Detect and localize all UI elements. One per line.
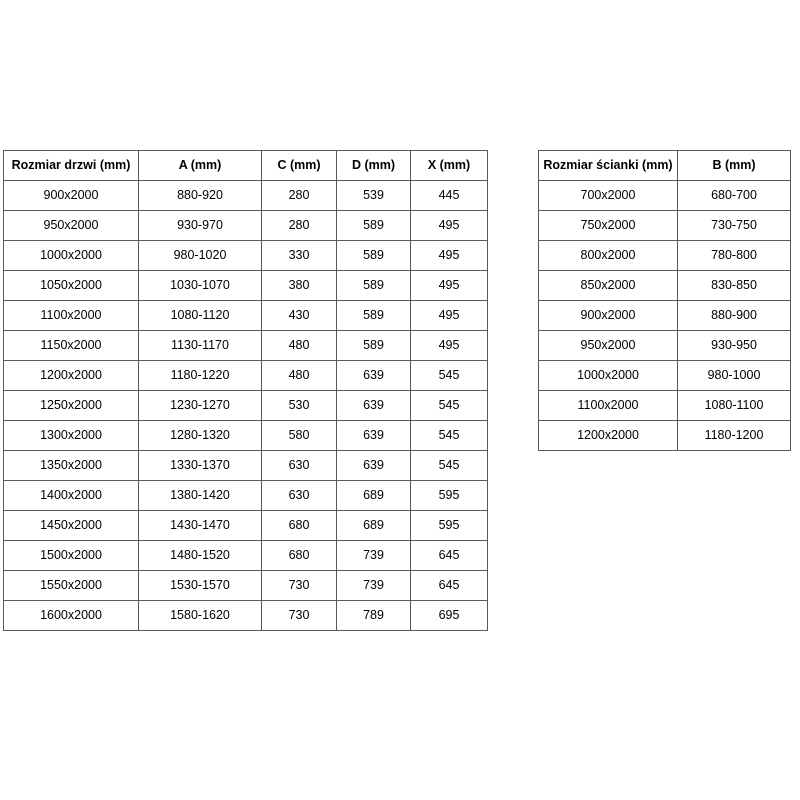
column-header: B (mm) <box>678 151 791 181</box>
table-row <box>539 181 791 211</box>
table-cell: 1330-1370 <box>139 451 262 481</box>
table-cell: 950x2000 <box>539 331 678 361</box>
table-cell: 480 <box>262 331 337 361</box>
table-cell: 680 <box>262 541 337 571</box>
table-cell: 830-850 <box>678 271 791 301</box>
table-cell: 1400x2000 <box>4 481 139 511</box>
table-cell: 689 <box>337 511 411 541</box>
door-sizes-table-body <box>4 181 488 631</box>
table-row <box>4 481 488 511</box>
table-row <box>4 421 488 451</box>
table-row <box>539 421 791 451</box>
table-row <box>4 541 488 571</box>
table-row <box>539 331 791 361</box>
column-header: Rozmiar drzwi (mm) <box>4 151 139 181</box>
table-cell: 1250x2000 <box>4 391 139 421</box>
table-cell: 495 <box>411 241 488 271</box>
table-cell: 1080-1100 <box>678 391 791 421</box>
table-cell: 730-750 <box>678 211 791 241</box>
table-cell: 530 <box>262 391 337 421</box>
table-cell: 1480-1520 <box>139 541 262 571</box>
table-cell: 445 <box>411 181 488 211</box>
table-cell: 1180-1220 <box>139 361 262 391</box>
table-cell: 639 <box>337 391 411 421</box>
table-cell: 630 <box>262 481 337 511</box>
table-cell: 495 <box>411 301 488 331</box>
table-cell: 850x2000 <box>539 271 678 301</box>
table-cell: 980-1000 <box>678 361 791 391</box>
table-cell: 1100x2000 <box>539 391 678 421</box>
table-cell: 1450x2000 <box>4 511 139 541</box>
table-cell: 980-1020 <box>139 241 262 271</box>
table-cell: 495 <box>411 331 488 361</box>
table-cell: 739 <box>337 541 411 571</box>
table-cell: 595 <box>411 481 488 511</box>
door-sizes-table-header <box>4 151 488 181</box>
table-cell: 789 <box>337 601 411 631</box>
table-row <box>4 571 488 601</box>
table-row <box>539 391 791 421</box>
table-row <box>539 361 791 391</box>
table-cell: 730 <box>262 571 337 601</box>
table-cell: 750x2000 <box>539 211 678 241</box>
table-cell: 1430-1470 <box>139 511 262 541</box>
table-row <box>4 601 488 631</box>
table-cell: 480 <box>262 361 337 391</box>
table-cell: 1550x2000 <box>4 571 139 601</box>
table-row <box>539 241 791 271</box>
table-cell: 545 <box>411 361 488 391</box>
table-cell: 639 <box>337 361 411 391</box>
table-cell: 900x2000 <box>4 181 139 211</box>
table-cell: 589 <box>337 271 411 301</box>
table-row <box>4 301 488 331</box>
table-cell: 1300x2000 <box>4 421 139 451</box>
column-header: C (mm) <box>262 151 337 181</box>
table-cell: 430 <box>262 301 337 331</box>
table-cell: 730 <box>262 601 337 631</box>
wall-sizes-table <box>538 150 791 451</box>
table-cell: 545 <box>411 391 488 421</box>
table-cell: 380 <box>262 271 337 301</box>
table-cell: 1100x2000 <box>4 301 139 331</box>
table-cell: 1200x2000 <box>539 421 678 451</box>
table-cell: 930-970 <box>139 211 262 241</box>
table-cell: 645 <box>411 571 488 601</box>
wall-sizes-table-header <box>539 151 791 181</box>
table-row <box>4 181 488 211</box>
table-cell: 330 <box>262 241 337 271</box>
table-row <box>4 511 488 541</box>
table-cell: 1280-1320 <box>139 421 262 451</box>
wall-sizes-table-body <box>539 181 791 451</box>
table-cell: 1600x2000 <box>4 601 139 631</box>
table-cell: 589 <box>337 211 411 241</box>
table-cell: 1150x2000 <box>4 331 139 361</box>
table-row <box>4 361 488 391</box>
table-cell: 545 <box>411 421 488 451</box>
table-cell: 1030-1070 <box>139 271 262 301</box>
table-cell: 1180-1200 <box>678 421 791 451</box>
table-cell: 280 <box>262 211 337 241</box>
column-header: Rozmiar ścianki (mm) <box>539 151 678 181</box>
table-cell: 880-900 <box>678 301 791 331</box>
table-cell: 695 <box>411 601 488 631</box>
table-cell: 280 <box>262 181 337 211</box>
table-cell: 680-700 <box>678 181 791 211</box>
table-cell: 1580-1620 <box>139 601 262 631</box>
table-cell: 630 <box>262 451 337 481</box>
table-cell: 645 <box>411 541 488 571</box>
table-cell: 900x2000 <box>539 301 678 331</box>
table-header-row <box>4 151 488 181</box>
table-cell: 700x2000 <box>539 181 678 211</box>
table-row <box>4 331 488 361</box>
table-row <box>4 271 488 301</box>
table-cell: 930-950 <box>678 331 791 361</box>
table-cell: 1130-1170 <box>139 331 262 361</box>
column-header: A (mm) <box>139 151 262 181</box>
table-cell: 495 <box>411 211 488 241</box>
table-cell: 1230-1270 <box>139 391 262 421</box>
table-cell: 880-920 <box>139 181 262 211</box>
table-cell: 589 <box>337 241 411 271</box>
table-cell: 580 <box>262 421 337 451</box>
table-cell: 495 <box>411 271 488 301</box>
table-cell: 800x2000 <box>539 241 678 271</box>
table-cell: 1200x2000 <box>4 361 139 391</box>
table-cell: 780-800 <box>678 241 791 271</box>
table-row <box>539 301 791 331</box>
column-header: D (mm) <box>337 151 411 181</box>
table-cell: 639 <box>337 451 411 481</box>
table-cell: 595 <box>411 511 488 541</box>
table-row <box>4 451 488 481</box>
table-row <box>4 391 488 421</box>
table-cell: 1530-1570 <box>139 571 262 601</box>
table-row <box>4 211 488 241</box>
table-cell: 1000x2000 <box>539 361 678 391</box>
table-cell: 639 <box>337 421 411 451</box>
table-row <box>4 241 488 271</box>
table-cell: 589 <box>337 301 411 331</box>
table-cell: 1350x2000 <box>4 451 139 481</box>
table-cell: 680 <box>262 511 337 541</box>
table-row <box>539 271 791 301</box>
table-cell: 1050x2000 <box>4 271 139 301</box>
table-cell: 1380-1420 <box>139 481 262 511</box>
table-cell: 545 <box>411 451 488 481</box>
table-cell: 589 <box>337 331 411 361</box>
table-cell: 1500x2000 <box>4 541 139 571</box>
table-cell: 739 <box>337 571 411 601</box>
table-cell: 950x2000 <box>4 211 139 241</box>
table-cell: 689 <box>337 481 411 511</box>
table-cell: 1000x2000 <box>4 241 139 271</box>
door-sizes-table <box>3 150 488 631</box>
table-cell: 1080-1120 <box>139 301 262 331</box>
table-header-row <box>539 151 791 181</box>
column-header: X (mm) <box>411 151 488 181</box>
table-cell: 539 <box>337 181 411 211</box>
table-row <box>539 211 791 241</box>
